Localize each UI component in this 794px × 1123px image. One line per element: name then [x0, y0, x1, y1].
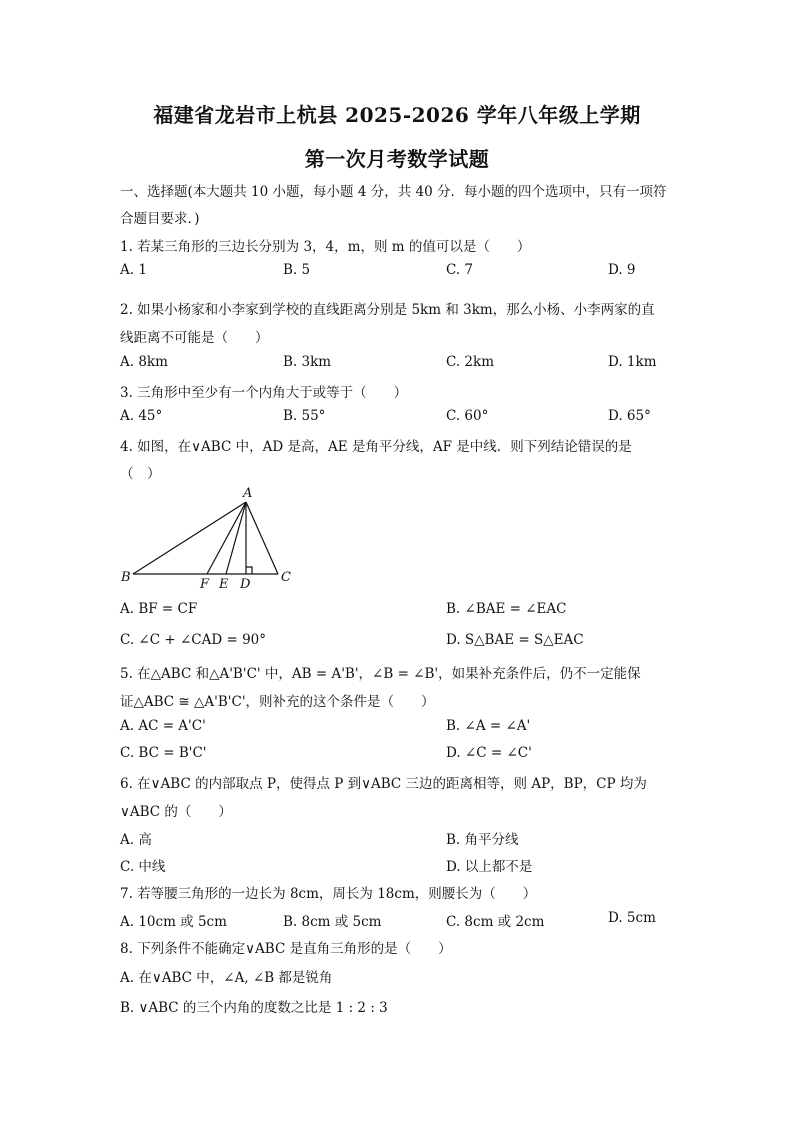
- question-2-option-b: B. 3km: [283, 354, 332, 370]
- question-5-option-a: A. AC = A'C': [120, 718, 206, 734]
- question-5-stem-line2: 证△ABC ≅ △A'B'C'，则补充的这个条件是（ ）: [120, 694, 435, 710]
- triangle-figure: [115, 484, 315, 594]
- section-instructions-line2: 合题目要求．): [120, 211, 200, 227]
- label-b: B: [121, 570, 131, 585]
- question-4-stem-line1: 4. 如图，在∨ABC 中，AD 是高，AE 是角平分线，AF 是中线．则下列结论错误的是: [120, 439, 632, 455]
- question-8-stem: 8. 下列条件不能确定∨ABC 是直角三角形的是（ ）: [120, 941, 452, 957]
- question-5-option-b: B. ∠A = ∠A': [446, 718, 531, 734]
- question-1-option-d: D. 9: [608, 262, 636, 278]
- question-1-option-a: A. 1: [120, 262, 147, 278]
- question-6-option-d: D. 以上都不是: [446, 859, 533, 875]
- question-2-stem-line2: 线距离不可能是（ ）: [120, 330, 269, 346]
- question-1-stem: 1. 若某三角形的三边长分别为 3，4，m，则 m 的值可以是（ ）: [120, 239, 531, 255]
- question-3-option-b: B. 55°: [283, 408, 326, 424]
- question-2-stem-line1: 2. 如果小杨家和小李家到学校的直线距离分别是 5km 和 3km，那么小杨、小李两家的直: [120, 302, 655, 318]
- section-instructions-line1: 一、选择题(本大题共 10 小题，每小题 4 分，共 40 分．每小题的四个选项中，只有一项符: [120, 184, 667, 200]
- question-1-option-c: C. 7: [446, 262, 474, 278]
- question-5-stem-line1: 5. 在△ABC 和△A'B'C' 中，AB = A'B'，∠B = ∠B'，如果补充条件后，仍不一定能保: [120, 666, 641, 682]
- question-5-option-d: D. ∠C = ∠C': [446, 745, 532, 761]
- label-f: F: [200, 577, 210, 592]
- question-2-option-a: A. 8km: [120, 354, 168, 370]
- right-angle-mark: [246, 567, 252, 574]
- question-4-option-d: D. S△BAE = S△EAC: [446, 632, 584, 648]
- question-4-option-b: B. ∠BAE = ∠EAC: [446, 601, 567, 617]
- question-2-option-c: C. 2km: [446, 354, 495, 370]
- question-6-stem-line2: ∨ABC 的（ ）: [120, 804, 232, 820]
- question-7-stem: 7. 若等腰三角形的一边长为 8cm，周长为 18cm，则腰长为（ ）: [120, 886, 537, 902]
- question-3-option-d: D. 65°: [608, 408, 651, 424]
- question-4-option-c: C. ∠C + ∠CAD = 90°: [120, 632, 267, 648]
- question-1-option-b: B. 5: [283, 262, 311, 278]
- label-d: D: [240, 577, 251, 592]
- question-2-option-d: D. 1km: [608, 354, 657, 370]
- question-7-option-a: A. 10cm 或 5cm: [120, 914, 227, 930]
- exam-title-line1: 福建省龙岩市上杭县 2025-2026 学年八年级上学期: [153, 103, 641, 127]
- question-3-option-a: A. 45°: [120, 408, 163, 424]
- question-3-stem: 3. 三角形中至少有一个内角大于或等于（ ）: [120, 385, 408, 401]
- question-6-option-b: B. 角平分线: [446, 832, 519, 848]
- exam-title-line2: 第一次月考数学试题: [304, 147, 490, 171]
- label-a: A: [243, 486, 253, 501]
- question-6-stem-line1: 6. 在∨ABC 的内部取点 P，使得点 P 到∨ABC 三边的距离相等，则 AP，BP，CP 均为: [120, 776, 647, 792]
- question-8-option-a: A. 在∨ABC 中，∠A, ∠B 都是锐角: [120, 970, 333, 986]
- question-8-option-b: B. ∨ABC 的三个内角的度数之比是 1 : 2 : 3: [120, 1000, 388, 1016]
- question-4-option-a: A. BF = CF: [120, 601, 198, 617]
- question-7-option-b: B. 8cm 或 5cm: [283, 914, 382, 930]
- label-e: E: [219, 577, 229, 592]
- question-7-option-c: C. 8cm 或 2cm: [446, 914, 545, 930]
- question-6-option-c: C. 中线: [120, 859, 166, 875]
- question-6-option-a: A. 高: [120, 832, 152, 848]
- median-af: [207, 502, 246, 574]
- question-3-option-c: C. 60°: [446, 408, 489, 424]
- question-4-stem-line2: （ ）: [120, 466, 161, 482]
- question-7-option-d: D. 5cm: [608, 910, 656, 926]
- label-c: C: [281, 570, 291, 585]
- question-5-option-c: C. BC = B'C': [120, 745, 207, 761]
- side-ac: [246, 502, 278, 574]
